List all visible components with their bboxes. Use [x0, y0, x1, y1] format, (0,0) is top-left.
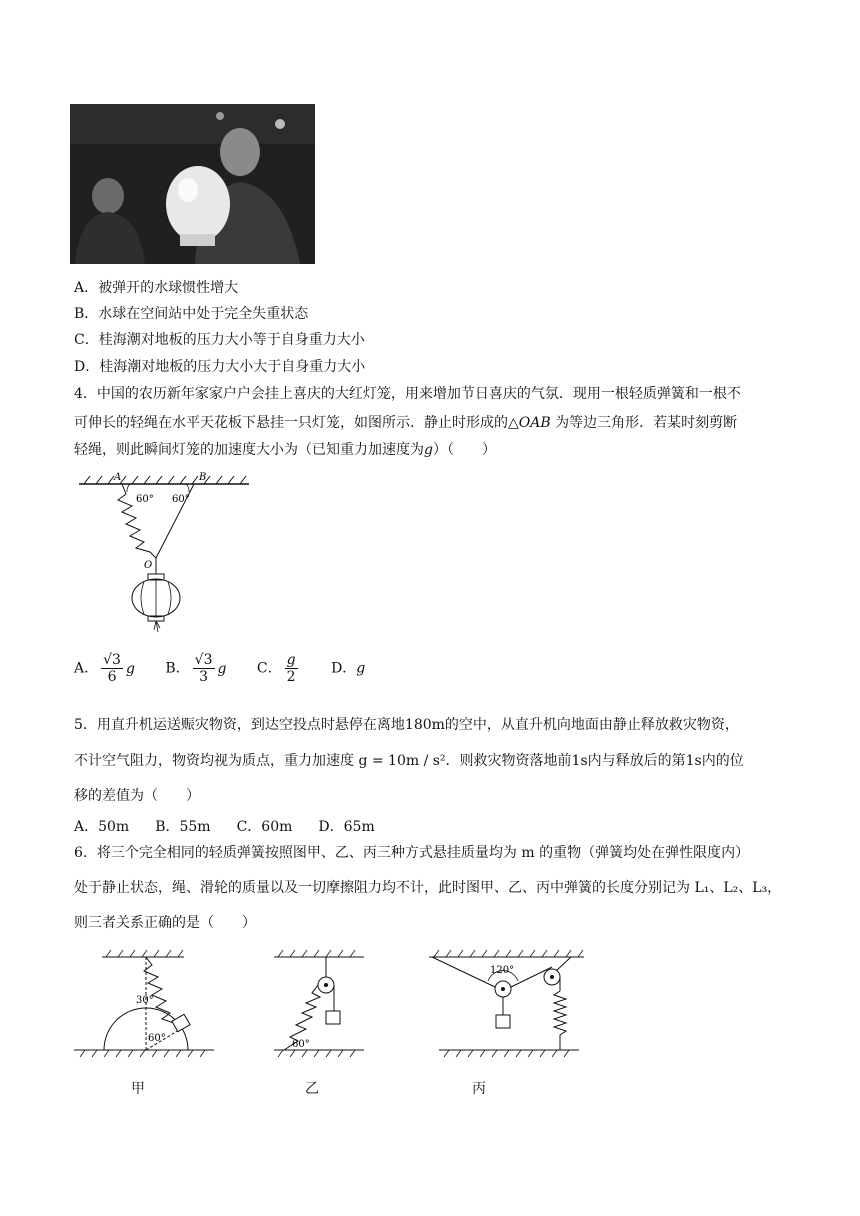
q3-option-a: A．被弹开的水球惯性增大 [74, 280, 239, 296]
caption-jia: 甲 [131, 1081, 145, 1097]
q5-options: A．50m B．55m C．60m D．65m [74, 819, 375, 835]
bing-angle-120: 120° [490, 965, 515, 976]
caption-yi: 乙 [305, 1081, 319, 1097]
astronaut-photo [70, 104, 315, 264]
angle-b: 60° [172, 494, 190, 505]
angle-a: 60° [136, 494, 154, 505]
q4-option-b-fraction: $\frac{√3}{3}$ [194, 652, 213, 685]
figure-bing [429, 950, 584, 1057]
q6-stem-line-2: 处于静止状态，绳、滑轮的质量以及一切摩擦阻力均不计，此时图甲、乙、丙中弹簧的长度分别记为 L₁、L₂、L₃， [74, 880, 782, 896]
q4-option-c-fraction: $\frac{g}{2}$ [286, 652, 296, 685]
q6-stem-line-3: 则三者关系正确的是（ ） [74, 915, 256, 931]
caption-bing: 丙 [472, 1081, 486, 1097]
q3-option-b: B．水球在空间站中处于完全失重状态 [74, 306, 309, 322]
q3-option-c: C．桂海潮对地板的压力大小等于自身重力大小 [74, 332, 365, 348]
q4-stem-line-2: 可伸长的轻绳在水平天花板下悬挂一只灯笼，如图所示．静止时形成的△OAB 为等边三角形．若某时刻剪断 [74, 415, 738, 431]
label-o: O [144, 560, 153, 571]
q5-stem-line-1: 5．用直升机运送赈灾物资，到达空投点时悬停在离地180m的空中，从直升机向地面由静止释放救灾物资， [74, 717, 739, 733]
jia-angle-60: 60° [148, 1033, 166, 1044]
q5-stem-line-3: 移的差值为（ ） [74, 788, 200, 804]
q6-figures [74, 945, 594, 1065]
q4-stem-line-3: 轻绳，则此瞬间灯笼的加速度大小为（已知重力加速度为g）（ ） [74, 442, 496, 458]
q3-option-d: D．桂海潮对地板的压力大小大于自身重力大小 [74, 359, 366, 375]
lantern-figure [74, 470, 254, 640]
q4-stem-line-1: 4．中国的农历新年家家户户会挂上喜庆的大红灯笼，用来增加节日喜庆的气氛．现用一根轻质弹簧和一根不 [74, 386, 741, 402]
q4-option-a-fraction: $\frac{√3}{6}$ [103, 652, 121, 685]
label-a: A [114, 472, 122, 483]
q5-stem-line-2: 不计空气阻力，物资均视为质点，重力加速度 g = 10m / s²．则救灾物资落地前1s内与释放后的第1s内的位 [74, 753, 744, 769]
q6-stem-line-1: 6．将三个完全相同的轻质弹簧按照图甲、乙、丙三种方式悬挂质量均为 m 的重物（弹簧均处在弹性限度内） [74, 845, 750, 861]
jia-angle-30: 30° [136, 995, 154, 1006]
q4-options: A． $\frac{√3}{6}$ g B． $\frac{√3}{3}$ g C． $\frac{g}{2}$ D．g [74, 652, 366, 685]
figure-yi [274, 950, 364, 1057]
label-b: B [199, 472, 207, 483]
astronaut-water-ball-photo-icon [70, 104, 315, 264]
figure-jia [74, 950, 214, 1057]
yi-angle-60: 60° [292, 1039, 310, 1050]
